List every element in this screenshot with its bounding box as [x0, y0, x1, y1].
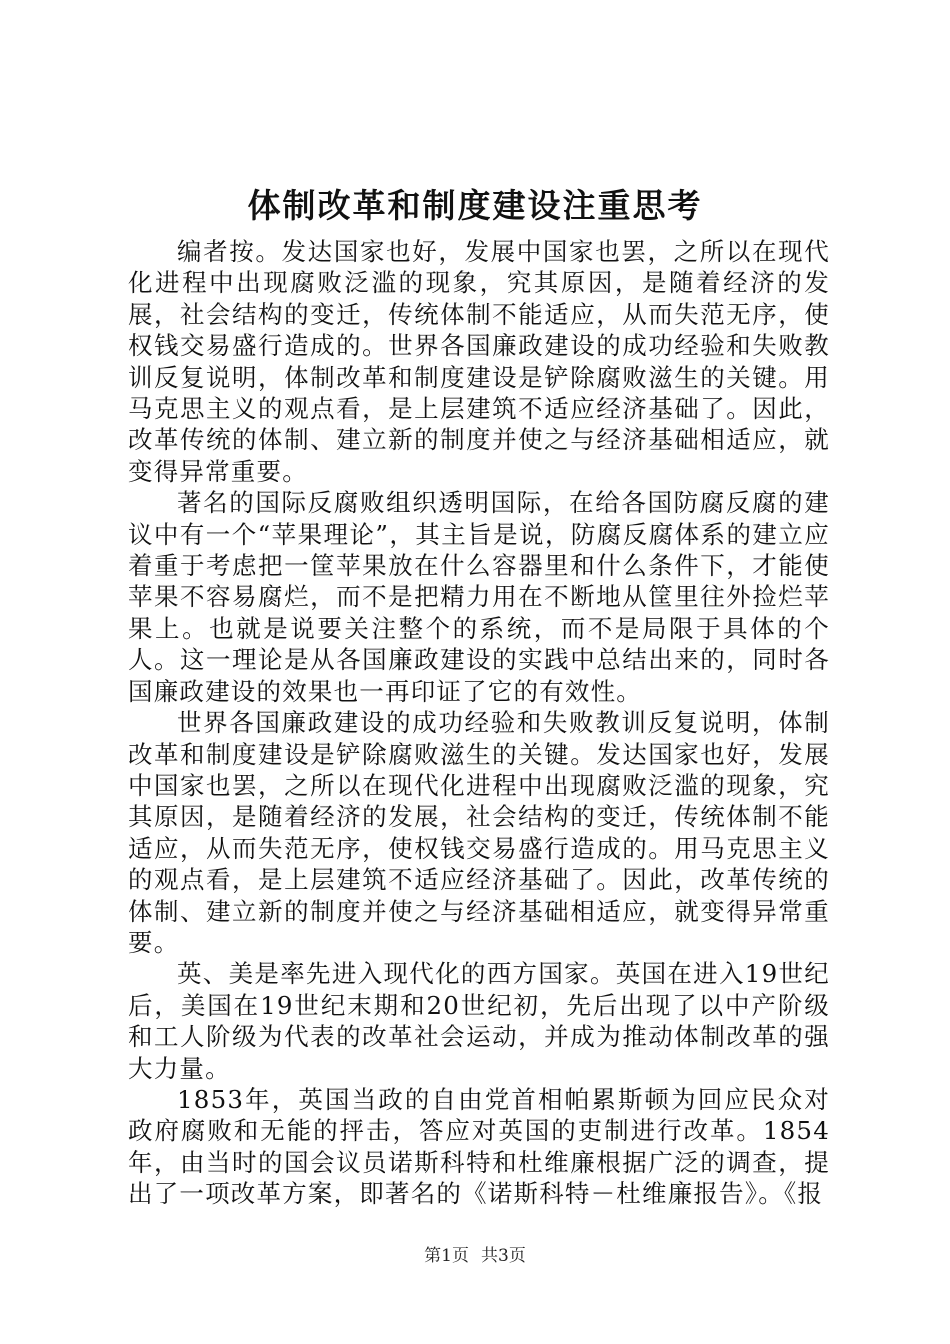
- paragraph-reform-key: 世界各国廉政建设的成功经验和失败教训反复说明，体制改革和制度建设是铲除腐败滋生的关键。发达国家也好，发展中国家也罢，之所以在现代化进程中出现腐败泛滥的现象，究其原因，是随着经济的发展，社会结构的变迁，传统体制不能适应，从而失范无序，使权钱交易盛行造成的。用马克思主义的观点看，是上层建筑不适应经济基础了。因此，改革传统的体制、建立新的制度并使之与经济基础相适应，就变得异常重要。: [128, 708, 830, 957]
- page-number: 第1页: [424, 1246, 469, 1266]
- paragraph-uk-us: 英、美是率先进入现代化的西方国家。英国在进入19世纪后，美国在19世纪末期和20世纪初，先后出现了以中产阶级和工人阶级为代表的改革社会运动，并成为推动体制改革的强大力量。: [128, 959, 830, 1083]
- paragraph-apple-theory: 著名的国际反腐败组织透明国际，在给各国防腐反腐的建议中有一个“苹果理论”，其主旨是说，防腐反腐体系的建立应着重于考虑把一筐苹果放在什么容器里和什么条件下，才能使苹果不容易腐烂，而不是把精力用在不断地从筐里往外捡烂苹果上。也就是说要关注整个的系统，而不是局限于具体的个人。这一理论是从各国廉政建设的实践中总结出来的，同时各国廉政建设的效果也一再印证了它的有效性。: [128, 488, 830, 706]
- document-title: 体制改革和制度建设注重思考: [247, 186, 703, 225]
- page-total: 共3页: [481, 1246, 526, 1266]
- document-body: [128, 236, 830, 1210]
- page-footer: [0, 1244, 950, 1268]
- paragraph-1853-reform: 1853年，英国当政的自由党首相帕累斯顿为回应民众对政府腐败和无能的抨击，答应对英国的吏制进行改革。1854年，由当时的国会议员诺斯科特和杜维廉根据广泛的调查，提出了一项改革方案，即著名的《诺斯科特－杜维廉报告》。《报: [128, 1084, 830, 1209]
- paragraph-editor-note: 编者按。发达国家也好，发展中国家也罢，之所以在现代化进程中出现腐败泛滥的现象，究其原因，是随着经济的发展，社会结构的变迁，传统体制不能适应，从而失范无序，使权钱交易盛行造成的。世界各国廉政建设的成功经验和失败教训反复说明，体制改革和制度建设是铲除腐败滋生的关键。用马克思主义的观点看，是上层建筑不适应经济基础了。因此，改革传统的体制、建立新的制度并使之与经济基础相适应，就变得异常重要。: [128, 237, 830, 486]
